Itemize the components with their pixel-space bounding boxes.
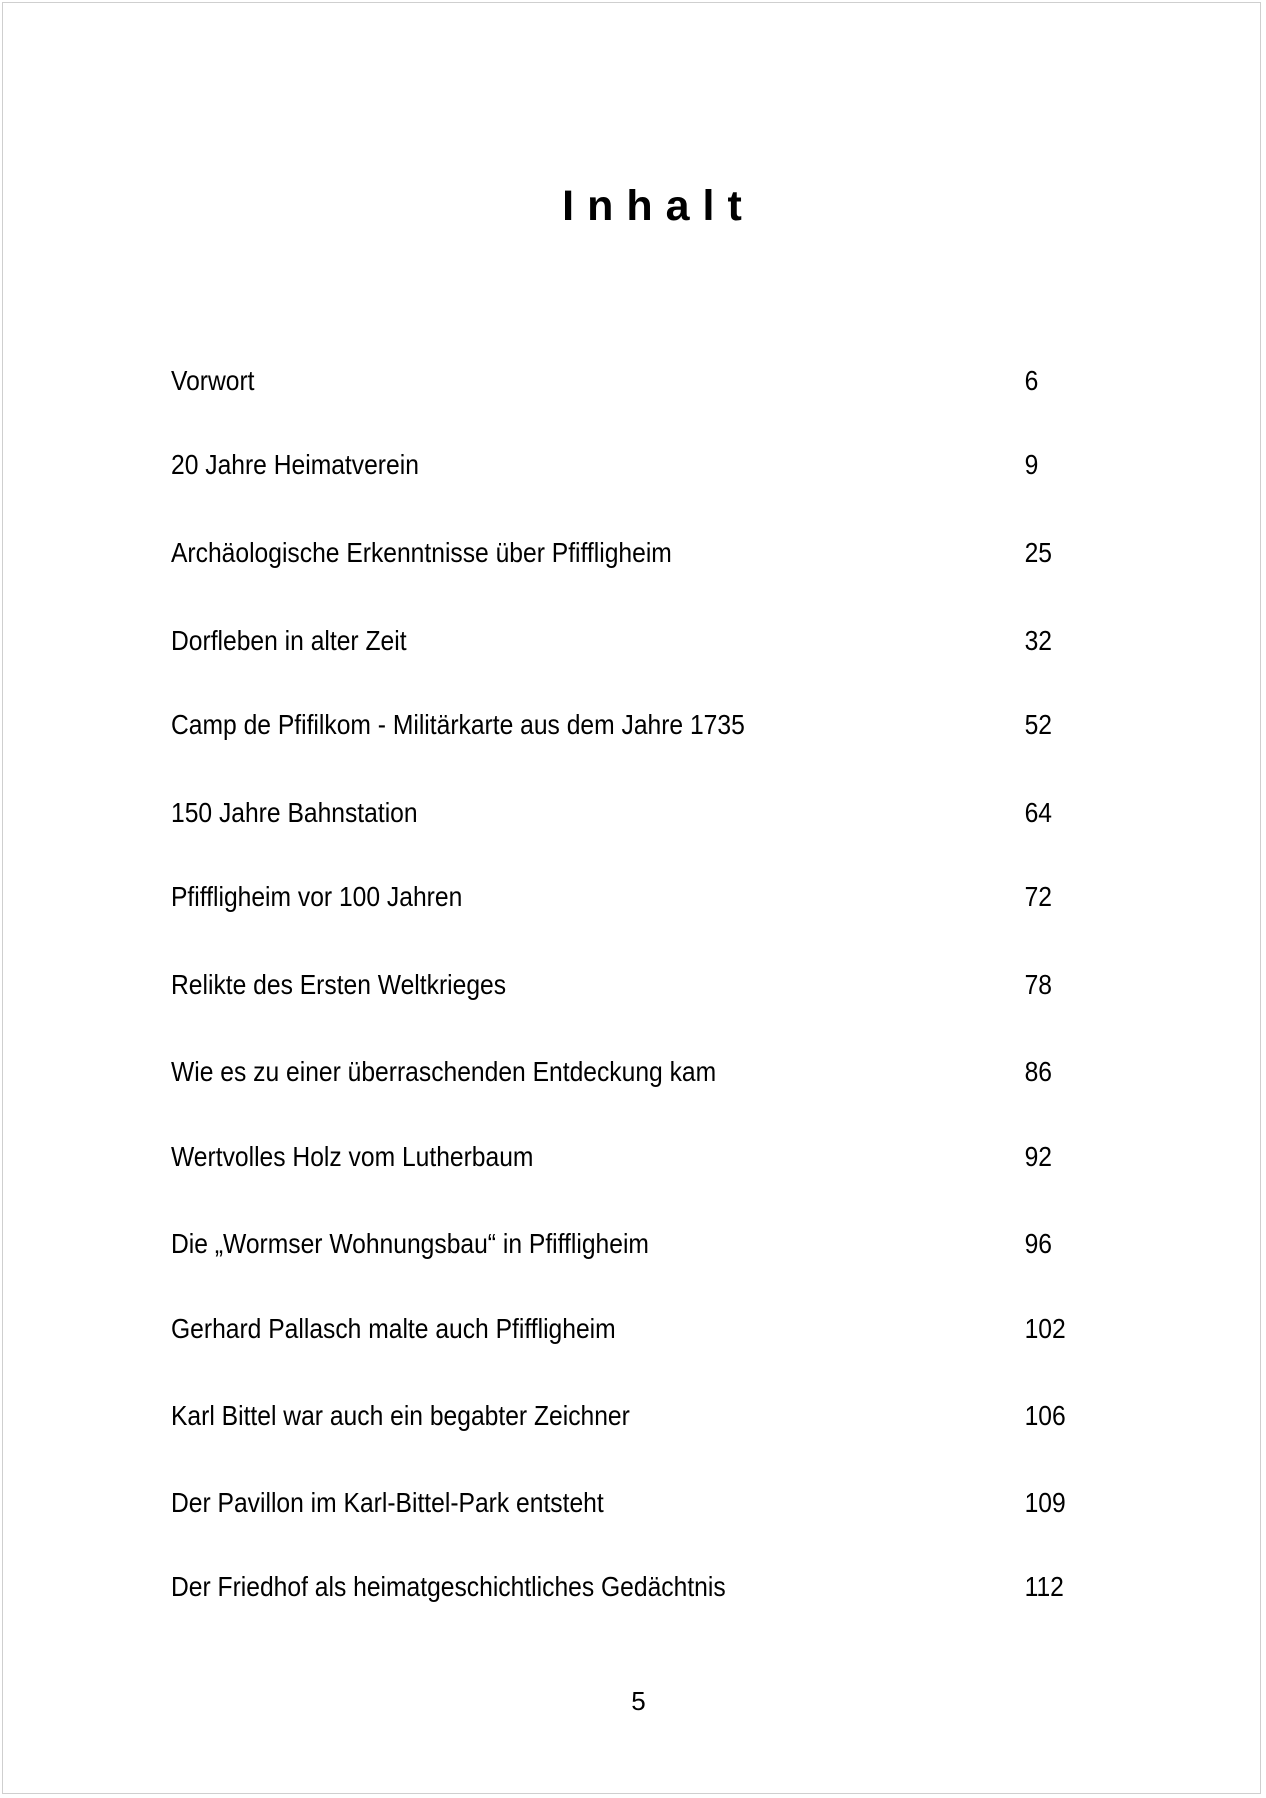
page-number: 5 [631,1686,646,1716]
toc-entry-title: Relikte des Ersten Weltkrieges [171,969,507,1000]
toc-entry-page: 9 [1024,449,1039,480]
toc-entry-title: Die „Wormser Wohnungsbau“ in Pfiffligheim [171,1228,649,1259]
toc-entry [171,965,1053,1005]
toc-entry-page: 52 [1024,709,1053,740]
toc-entry-title: Archäologische Erkenntnisse über Pfiffligheim [171,537,672,568]
toc-entry-title: Wertvolles Holz vom Lutherbaum [171,1141,534,1172]
document-page [2,2,1261,1794]
toc-entry-page: 6 [1024,365,1039,396]
toc-entry-title: Gerhard Pallasch malte auch Pfiffligheim [171,1313,616,1344]
toc-entry-page: 96 [1024,1228,1053,1259]
toc-entry-title: Karl Bittel war auch ein begabter Zeichner [171,1400,630,1431]
toc-entry-page: 92 [1024,1141,1053,1172]
toc-entry [171,1396,1066,1436]
toc-entry-page: 32 [1024,625,1053,656]
toc-entry [171,1567,1064,1607]
toc-entry [171,705,1053,745]
toc-entry-page: 25 [1024,537,1053,568]
toc-entry-page: 112 [1024,1571,1064,1602]
toc-entry-page: 109 [1024,1487,1066,1518]
toc-entry [171,533,1053,573]
toc-entry-page: 72 [1024,881,1053,912]
toc-entry [171,1224,1053,1264]
toc-entry-title: Wie es zu einer überraschenden Entdeckung kam [171,1056,717,1087]
toc-entry-title: 20 Jahre Heimatverein [171,449,419,480]
toc-entry [171,445,1039,485]
toc-entry-page: 78 [1024,969,1053,1000]
toc-entry-title: Pfiffligheim vor 100 Jahren [171,881,463,912]
toc-entry [171,1052,1053,1092]
toc-entry-title: Dorfleben in alter Zeit [171,625,407,656]
toc-entry-title: Der Pavillon im Karl-Bittel-Park entsteht [171,1487,604,1518]
toc-entry-page: 102 [1024,1313,1066,1344]
toc-entry-page: 86 [1024,1056,1053,1087]
toc-entry-page: 106 [1024,1400,1066,1431]
toc-entry [171,1309,1066,1349]
toc-entry-title: Vorwort [171,365,255,396]
toc-entry [171,621,1053,661]
toc-entry-title: 150 Jahre Bahnstation [171,797,418,828]
toc-entry [171,1483,1066,1523]
toc-entry-page: 64 [1024,797,1053,828]
table-of-contents [171,3,1121,1793]
toc-entry [171,793,1053,833]
toc-entry [171,1137,1053,1177]
toc-entry [171,877,1053,917]
page-title: Inhalt [562,182,755,230]
toc-entry-title: Camp de Pfifilkom - Militärkarte aus dem Jahre 1735 [171,709,745,740]
toc-entry [171,361,1039,401]
toc-entry-title: Der Friedhof als heimatgeschichtliches Gedächtnis [171,1571,726,1602]
